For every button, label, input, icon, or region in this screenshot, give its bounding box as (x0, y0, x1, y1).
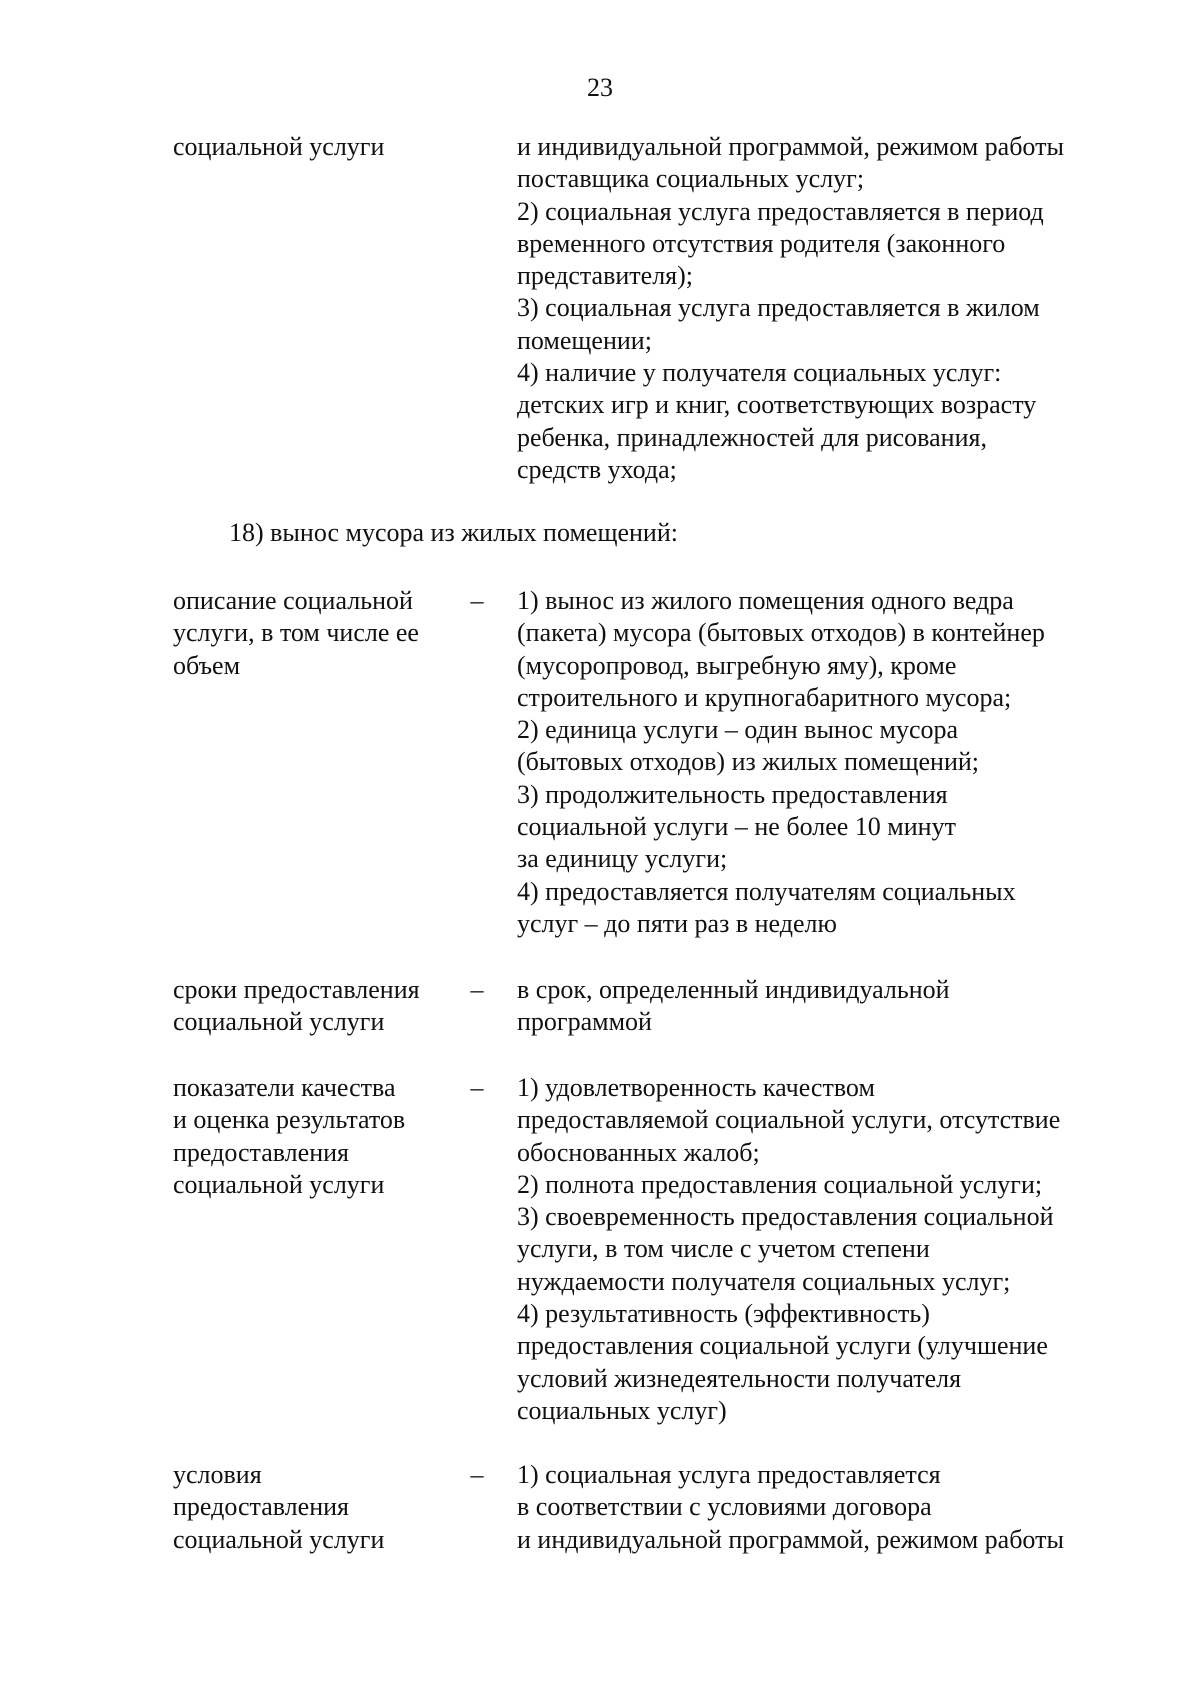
value-line: 4) предоставляется получателям социальных (517, 876, 1016, 906)
label-line: предоставления (173, 1492, 349, 1522)
value-line: детских игр и книг, соответствующих возрасту (517, 390, 1037, 420)
value-line: средств ухода; (517, 454, 677, 484)
row-value (517, 585, 1127, 940)
value-line: 2) единица услуги – один вынос мусора (517, 715, 959, 745)
row-dash: – (470, 586, 484, 615)
label-line: социальной услуги (173, 1169, 385, 1199)
value-line: 2) полнота предоставления социальной услуги; (517, 1169, 1043, 1199)
row-label (173, 974, 453, 1039)
label-line: условия (173, 1460, 262, 1489)
label-line: социальной услуги (173, 132, 385, 161)
section-heading: 18) вынос мусора из жилых помещений: (229, 518, 678, 547)
value-line: помещении; (517, 325, 652, 355)
value-line: 1) удовлетворенность качеством (517, 1073, 875, 1102)
value-line: за единицу услуги; (517, 844, 728, 874)
value-line: (пакета) мусора (бытовых отходов) в контейнер (517, 618, 1045, 648)
value-line: социальных услуг) (517, 1395, 727, 1425)
row-value (517, 1072, 1127, 1427)
value-line: обоснованных жалоб; (517, 1137, 760, 1167)
page-number: 23 (587, 73, 613, 102)
value-line: (бытовых отходов) из жилых помещений; (517, 747, 980, 777)
value-line: в соответствии с условиями договора (517, 1492, 932, 1522)
value-line: представителя); (517, 261, 694, 291)
value-line: предоставляемой социальной услуги, отсутствие (517, 1105, 1061, 1135)
label-line: услуги, в том числе ее (173, 618, 419, 648)
value-line: 3) социальная услуга предоставляется в жилом (517, 293, 1040, 323)
label-line: объем (173, 650, 241, 680)
value-line: временного отсутствия родителя (законного (517, 228, 1006, 258)
value-line: строительного и крупногабаритного мусора; (517, 682, 1012, 712)
value-line: ребенка, принадлежностей для рисования, (517, 422, 987, 452)
value-line: программой (517, 1007, 652, 1037)
label-line: описание социальной (173, 586, 413, 615)
value-line: 3) продолжительность предоставления (517, 779, 948, 809)
value-line: 1) вынос из жилого помещения одного ведра (517, 586, 1014, 615)
label-line: и оценка результатов (173, 1105, 406, 1135)
value-line: 1) социальная услуга предоставляется (517, 1460, 941, 1489)
value-line: социальной услуги – не более 10 минут (517, 812, 956, 842)
row-value (517, 1459, 1127, 1556)
row-label (173, 585, 453, 682)
row-dash: – (470, 975, 484, 1004)
value-line: 2) социальная услуга предоставляется в период (517, 196, 1044, 226)
row-dash: – (470, 1460, 484, 1489)
row-label (173, 1459, 453, 1556)
label-line: показатели качества (173, 1073, 396, 1102)
value-line: (мусоропровод, выгребную яму), кроме (517, 650, 957, 680)
label-line: социальной услуги (173, 1524, 385, 1554)
value-line: поставщика социальных услуг; (517, 164, 865, 194)
row-value (517, 131, 1127, 486)
row-label (173, 1072, 453, 1201)
value-line: 3) своевременность предоставления социальной (517, 1202, 1054, 1232)
value-line: услуги, в том числе с учетом степени (517, 1234, 930, 1264)
label-line: предоставления (173, 1137, 349, 1167)
value-line: и индивидуальной программой, режимом работы (517, 1524, 1064, 1554)
row-dash: – (470, 1073, 484, 1102)
value-line: условий жизнедеятельности получателя (517, 1363, 962, 1393)
value-line: и индивидуальной программой, режимом работы (517, 132, 1064, 161)
value-line: в срок, определенный индивидуальной (517, 975, 950, 1004)
value-line: 4) наличие у получателя социальных услуг: (517, 358, 1002, 388)
row-value (517, 974, 1127, 1039)
value-line: нуждаемости получателя социальных услуг; (517, 1266, 1011, 1296)
label-line: сроки предоставления (173, 975, 420, 1004)
value-line: предоставления социальной услуги (улучшение (517, 1331, 1048, 1361)
label-line: социальной услуги (173, 1007, 385, 1037)
value-line: 4) результативность (эффективность) (517, 1299, 930, 1329)
value-line: услуг – до пяти раз в неделю (517, 908, 837, 938)
row-label (173, 131, 453, 163)
